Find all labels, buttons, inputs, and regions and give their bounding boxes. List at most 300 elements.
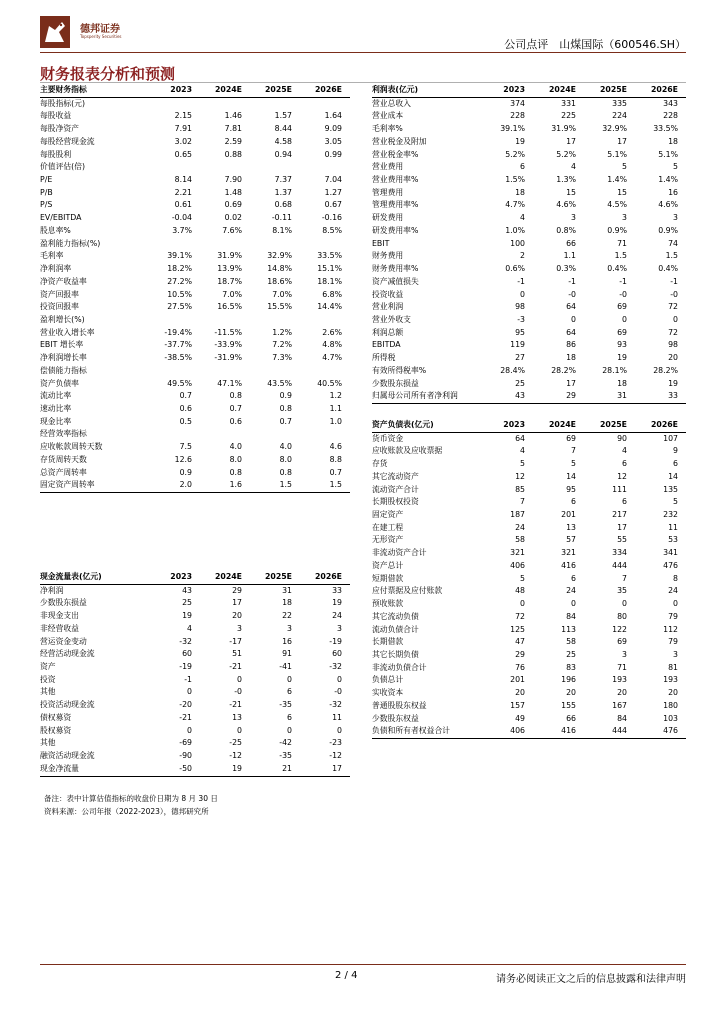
cell-value: 0.4% <box>607 264 627 274</box>
cell-value: 0.8 <box>279 467 292 477</box>
cell-value: -0 <box>619 289 627 299</box>
cell-value: 28.4% <box>500 365 525 375</box>
cell-value: 331 <box>561 98 576 108</box>
cell-value: 0.8 <box>229 467 242 477</box>
table-row <box>40 327 350 340</box>
table-row <box>40 636 350 649</box>
cell-value: 0 <box>187 725 192 735</box>
table-row <box>40 123 350 136</box>
cell-value: 0 <box>337 725 342 735</box>
cell-value: 8.0 <box>279 454 292 464</box>
cell-value: 69 <box>617 637 627 647</box>
row-label: 股权募资 <box>40 725 72 735</box>
row-label: 营业费用 <box>372 162 404 172</box>
row-label: P/B <box>40 187 53 197</box>
cell-value: 17 <box>566 136 576 146</box>
table-header-row <box>40 571 350 584</box>
cell-value <box>300 97 350 110</box>
row-label: 营业税金及附加 <box>372 136 427 146</box>
cell-value: 4 <box>187 623 192 633</box>
cell-value: 2.59 <box>224 136 242 146</box>
cell-value <box>300 365 350 378</box>
cell-value: -25 <box>229 738 242 748</box>
cell-value: 72 <box>668 327 678 337</box>
cell-value: 6 <box>287 687 292 697</box>
cell-value: 0.9 <box>179 467 192 477</box>
report-info: 公司点评 山煤国际（600546.SH） <box>504 38 686 51</box>
cell-value: 19 <box>617 353 627 363</box>
cell-value <box>150 238 200 251</box>
cell-value: -1 <box>568 276 576 286</box>
cell-value: 0.94 <box>274 149 292 159</box>
table-row <box>372 390 686 403</box>
cell-value: 406 <box>510 560 525 570</box>
income-statement-table <box>372 84 686 404</box>
cell-value: 43.5% <box>267 378 292 388</box>
cell-value <box>250 428 300 441</box>
cell-value: 4 <box>622 446 627 456</box>
row-label: 盈利增长(%) <box>40 314 85 324</box>
cell-value: 11 <box>332 712 342 722</box>
cell-value: -19.4% <box>164 327 192 337</box>
cell-value: 17 <box>617 136 627 146</box>
cell-value: 4.7% <box>322 353 342 363</box>
cell-value: 24 <box>668 586 678 596</box>
page-number: 2 / 4 <box>335 970 358 981</box>
table-row <box>40 238 350 251</box>
cell-value: 53 <box>668 535 678 545</box>
table-row <box>372 560 686 573</box>
cell-value <box>250 161 300 174</box>
year-header: 2026E <box>300 571 350 584</box>
cell-value: 18.1% <box>317 276 342 286</box>
cell-value: -42 <box>279 738 292 748</box>
cell-value: -19 <box>329 636 342 646</box>
cell-value: 49 <box>515 713 525 723</box>
cell-value: 0.99 <box>324 149 342 159</box>
cell-value: -3 <box>517 314 525 324</box>
row-label: 速动比率 <box>40 403 72 413</box>
cell-value: -35 <box>279 700 292 710</box>
cell-value: 0 <box>287 725 292 735</box>
table-row <box>372 110 686 123</box>
cell-value: 71 <box>617 238 627 248</box>
cell-value: 187 <box>510 510 525 520</box>
cell-value: 0.67 <box>324 200 342 210</box>
cell-value: 31.9% <box>217 251 242 261</box>
row-label: 净利润率 <box>40 264 72 274</box>
cell-value: 90 <box>617 433 627 443</box>
cell-value: 232 <box>663 510 678 520</box>
cell-value: 5.1% <box>658 149 678 159</box>
row-label: 营业费用率% <box>372 175 419 185</box>
cell-value: 0.8 <box>279 403 292 413</box>
cell-value: 0.61 <box>174 200 192 210</box>
table-row <box>372 484 686 497</box>
row-label: 其它长期负债 <box>372 649 419 659</box>
cell-value: 5.2% <box>556 149 576 159</box>
row-label: 每股股利 <box>40 149 72 159</box>
cell-value: 0.8 <box>229 391 242 401</box>
cell-value: 76 <box>515 662 525 672</box>
year-header: 2025E <box>584 419 635 432</box>
cell-value: 1.5 <box>614 251 627 261</box>
cell-value: 0.9% <box>607 225 627 235</box>
cell-value: 43 <box>182 585 192 595</box>
cell-value: 22 <box>282 611 292 621</box>
row-label: 营业收入增长率 <box>40 327 95 337</box>
row-label: 实收资本 <box>372 688 404 698</box>
cell-value: 7.0% <box>272 289 292 299</box>
cell-value: 6 <box>571 497 576 507</box>
table-row <box>372 496 686 509</box>
table-row <box>372 161 686 174</box>
cell-value: 12 <box>617 471 627 481</box>
cell-value: 341 <box>663 548 678 558</box>
footer-divider <box>40 964 686 965</box>
cell-value: 28.2% <box>551 365 576 375</box>
cell-value: 228 <box>510 111 525 121</box>
table-row <box>372 522 686 535</box>
cell-value: 25 <box>515 378 525 388</box>
cell-value: 20 <box>515 688 525 698</box>
table-row <box>372 289 686 302</box>
cell-value <box>150 161 200 174</box>
row-label: 营业外收支 <box>372 314 411 324</box>
cashflow-table <box>40 571 350 777</box>
cell-value: 25 <box>566 649 576 659</box>
cell-value: 29 <box>515 649 525 659</box>
cell-value: 39.1% <box>500 124 525 134</box>
cell-value: 4.5% <box>607 200 627 210</box>
row-label: 负债总计 <box>372 675 404 685</box>
cell-value: 74 <box>668 238 678 248</box>
row-label: 长期借款 <box>372 637 404 647</box>
table-title: 主要财务指标 <box>40 84 150 97</box>
cell-value: -69 <box>179 738 192 748</box>
cell-value: 39.1% <box>167 251 192 261</box>
indicators-table <box>40 84 350 493</box>
table-row <box>40 699 350 712</box>
year-header: 2026E <box>635 419 686 432</box>
cell-value: 3.7% <box>172 225 192 235</box>
cell-value: 80 <box>617 611 627 621</box>
cell-value: 8 <box>673 573 678 583</box>
table-row <box>372 136 686 149</box>
cell-value <box>200 238 250 251</box>
cell-value: 0.7 <box>229 403 242 413</box>
table-row <box>40 225 350 238</box>
cell-value: 0 <box>187 687 192 697</box>
table-row <box>372 598 686 611</box>
cell-value: 6 <box>622 459 627 469</box>
cell-value: 18.7% <box>217 276 242 286</box>
cell-value: 0 <box>237 725 242 735</box>
row-label: EBIT 增长率 <box>40 340 84 350</box>
cell-value: 4 <box>520 213 525 223</box>
cell-value: 6 <box>622 497 627 507</box>
cell-value: 16 <box>282 636 292 646</box>
row-label: 财务费用 <box>372 251 404 261</box>
cell-value: 416 <box>533 725 584 738</box>
cell-value: 334 <box>612 548 627 558</box>
cell-value: 17 <box>300 763 350 776</box>
row-label: 偿债能力指标 <box>40 365 87 375</box>
table-row <box>372 534 686 547</box>
cell-value: 2.6% <box>322 327 342 337</box>
cell-value: 7.81 <box>224 124 242 134</box>
table-row <box>372 585 686 598</box>
cell-value: 335 <box>612 98 627 108</box>
cell-value: 1.0% <box>505 225 525 235</box>
row-label: 经营活动现金流 <box>40 649 95 659</box>
cell-value <box>250 238 300 251</box>
cell-value: 0 <box>520 289 525 299</box>
row-label: 每股指标(元) <box>40 98 86 108</box>
row-label: 投资收益 <box>372 289 404 299</box>
row-label: 盈利能力指标(%) <box>40 238 101 248</box>
cell-value: 20 <box>566 688 576 698</box>
table-row <box>40 110 350 123</box>
year-header: 2023 <box>482 84 533 97</box>
cell-value: 2 <box>520 251 525 261</box>
cell-value: -12 <box>329 751 342 761</box>
cell-value: 7.6% <box>222 225 242 235</box>
row-label: 流动负债合计 <box>372 624 419 634</box>
cell-value: 17 <box>232 598 242 608</box>
cell-value: 103 <box>663 713 678 723</box>
cell-value: 1.27 <box>324 187 342 197</box>
cell-value: 85 <box>515 484 525 494</box>
row-label: P/E <box>40 175 53 185</box>
cell-value: 416 <box>561 560 576 570</box>
row-label: 资产总计 <box>372 560 404 570</box>
row-label: 预收账款 <box>372 599 404 609</box>
cell-value: 1.6 <box>200 479 250 492</box>
table-row <box>40 174 350 187</box>
cell-value: 27.5% <box>167 302 192 312</box>
cell-value: 15.1% <box>317 264 342 274</box>
table-row <box>40 149 350 162</box>
table-row <box>40 416 350 429</box>
year-header: 2025E <box>250 571 300 584</box>
cell-value: 64 <box>566 302 576 312</box>
cell-value: 0 <box>237 674 242 684</box>
cell-value: 0 <box>337 674 342 684</box>
cell-value <box>250 97 300 110</box>
cell-value: 60 <box>182 649 192 659</box>
row-label: 营业成本 <box>372 111 404 121</box>
cell-value: 4.6% <box>556 200 576 210</box>
cell-value: 6 <box>673 459 678 469</box>
row-label: 应付票据及应付账款 <box>372 586 443 596</box>
year-header: 2025E <box>584 84 635 97</box>
cell-value: 35 <box>617 586 627 596</box>
cell-value: 33 <box>635 390 686 403</box>
cell-value: 5 <box>673 497 678 507</box>
cell-value: -1 <box>184 674 192 684</box>
cell-value: 224 <box>612 111 627 121</box>
table-row <box>372 263 686 276</box>
cell-value: 13 <box>232 712 242 722</box>
row-label: 投资回报率 <box>40 302 79 312</box>
table-row <box>372 662 686 675</box>
table-row <box>40 623 350 636</box>
remark-note: 备注：表中计算估值指标的收盘价日期为 8 月 30 日 <box>44 794 218 803</box>
cell-value: 0.5 <box>179 416 192 426</box>
cell-value: 12.6 <box>174 454 192 464</box>
cell-value: 444 <box>612 560 627 570</box>
row-label: 营业总收入 <box>372 98 411 108</box>
cell-value <box>250 314 300 327</box>
table-row <box>372 339 686 352</box>
row-label: 存货周转天数 <box>40 454 87 464</box>
table-row <box>40 187 350 200</box>
cell-value: 3 <box>571 213 576 223</box>
row-label: 资产负债率 <box>40 378 79 388</box>
cell-value: 3.05 <box>324 136 342 146</box>
cell-value: 1.2 <box>329 391 342 401</box>
cell-value: 5.2% <box>505 149 525 159</box>
cell-value: 217 <box>612 510 627 520</box>
cell-value: 8.14 <box>174 175 192 185</box>
cell-value: -19 <box>179 662 192 672</box>
cell-value: 98 <box>515 302 525 312</box>
cell-value: 0.02 <box>224 213 242 223</box>
cell-value: 32.9% <box>267 251 292 261</box>
table-row <box>372 636 686 649</box>
cell-value: 20 <box>668 353 678 363</box>
row-label: 有效所得税率% <box>372 365 427 375</box>
cell-value: 14.8% <box>267 264 292 274</box>
cell-value: 19 <box>200 763 250 776</box>
cell-value: 0 <box>571 314 576 324</box>
table-row <box>372 187 686 200</box>
cell-value <box>200 161 250 174</box>
table-row <box>372 547 686 560</box>
cell-value: 0 <box>673 599 678 609</box>
header-divider <box>40 52 686 53</box>
cell-value: -12 <box>229 751 242 761</box>
cell-value: 40.5% <box>317 378 342 388</box>
cell-value: 4.6% <box>658 200 678 210</box>
cell-value: -21 <box>229 662 242 672</box>
table-row <box>372 149 686 162</box>
cell-value <box>250 365 300 378</box>
row-label: 其他 <box>40 738 56 748</box>
cell-value: 0 <box>287 674 292 684</box>
table-header-row <box>40 84 350 97</box>
cell-value: 58 <box>515 535 525 545</box>
cell-value: 4.8% <box>322 340 342 350</box>
cell-value: 20 <box>232 611 242 621</box>
table-row <box>40 712 350 725</box>
cell-value: -50 <box>150 763 200 776</box>
cell-value: -0 <box>334 687 342 697</box>
cell-value: 1.64 <box>324 111 342 121</box>
cell-value <box>200 314 250 327</box>
cell-value: 7.2% <box>272 340 292 350</box>
cell-value: 0.6 <box>179 403 192 413</box>
row-label: 价值评估(倍) <box>40 162 86 172</box>
cell-value: 72 <box>515 611 525 621</box>
cell-value: 18.2% <box>167 264 192 274</box>
cell-value: 24 <box>332 611 342 621</box>
row-label: 现金净流量 <box>40 763 150 776</box>
cell-value: 14 <box>566 471 576 481</box>
table-row <box>40 584 350 597</box>
row-label: 营运资金变动 <box>40 636 87 646</box>
cell-value: -0.04 <box>171 213 192 223</box>
row-label: 其它流动资产 <box>372 471 419 481</box>
row-label: 毛利率 <box>40 251 64 261</box>
row-label: 管理费用 <box>372 187 404 197</box>
table-row <box>372 123 686 136</box>
table-title: 资产负债表(亿元) <box>372 419 482 432</box>
cell-value: 57 <box>566 535 576 545</box>
table-row <box>40 289 350 302</box>
cell-value: 0.65 <box>174 149 192 159</box>
cell-value: 95 <box>566 484 576 494</box>
cell-value: 100 <box>510 238 525 248</box>
year-header: 2024E <box>533 84 584 97</box>
table-row <box>372 471 686 484</box>
cell-value <box>150 314 200 327</box>
cell-value: 1.46 <box>224 111 242 121</box>
cell-value <box>300 428 350 441</box>
cell-value: 7 <box>520 497 525 507</box>
table-row <box>372 314 686 327</box>
cell-value: 58 <box>566 637 576 647</box>
cell-value: 321 <box>561 548 576 558</box>
cell-value: 476 <box>663 560 678 570</box>
cell-value: 321 <box>510 548 525 558</box>
table-row <box>40 378 350 391</box>
row-label: 其他 <box>40 687 56 697</box>
cell-value: 1.3% <box>556 175 576 185</box>
cell-value: 64 <box>515 433 525 443</box>
cell-value: 7.3% <box>272 353 292 363</box>
row-label: 资产回报率 <box>40 289 79 299</box>
row-label: 少数股东损益 <box>372 378 419 388</box>
cell-value: 0 <box>520 599 525 609</box>
cell-value <box>200 428 250 441</box>
cell-value: 24 <box>566 586 576 596</box>
cell-value: 51 <box>232 649 242 659</box>
cell-value: 1.5 <box>665 251 678 261</box>
table-row <box>372 624 686 637</box>
cell-value: 5 <box>622 162 627 172</box>
table-row <box>372 674 686 687</box>
balance-sheet-table <box>372 419 686 739</box>
cell-value: 18 <box>515 187 525 197</box>
cell-value: 4.0 <box>279 442 292 452</box>
table-row <box>372 225 686 238</box>
year-header: 2023 <box>150 84 200 97</box>
cell-value: 69 <box>617 327 627 337</box>
cell-value: 32.9% <box>602 124 627 134</box>
table-row <box>40 339 350 352</box>
cell-value: 3 <box>673 649 678 659</box>
cell-value <box>150 97 200 110</box>
table-row <box>372 199 686 212</box>
cell-value: 0 <box>571 599 576 609</box>
table-row <box>40 674 350 687</box>
cell-value: 0 <box>622 599 627 609</box>
cell-value: 14.4% <box>317 302 342 312</box>
cell-value: 5 <box>673 162 678 172</box>
row-label: 投资 <box>40 674 56 684</box>
